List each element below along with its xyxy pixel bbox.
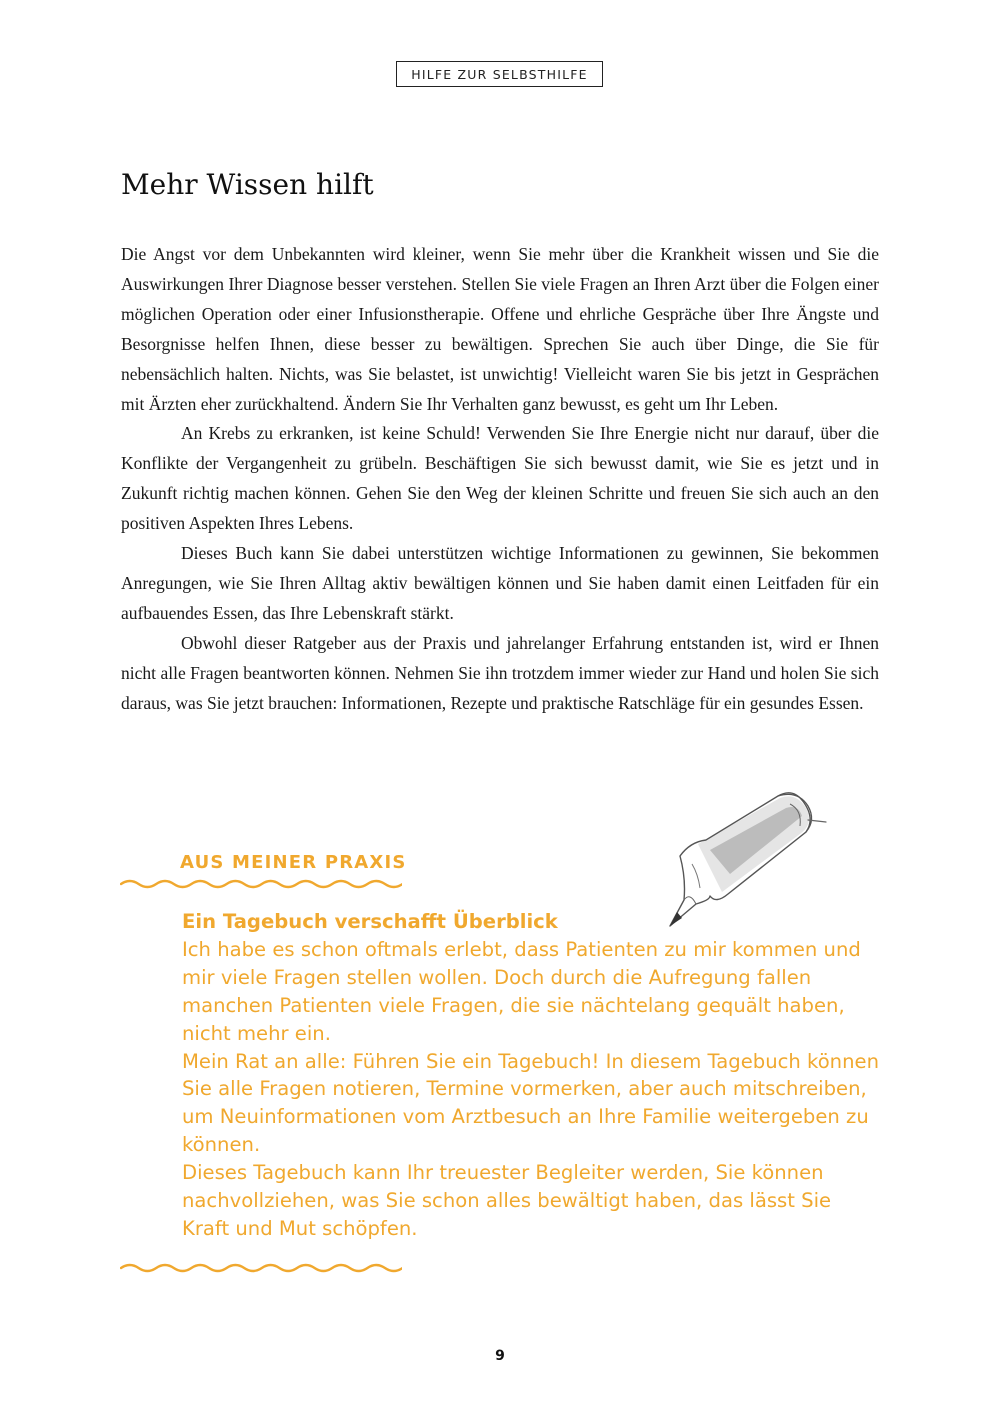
wave-divider-bottom — [120, 1261, 402, 1275]
body-text — [121, 240, 879, 719]
practice-heading: AUS MEINER PRAXIS — [180, 852, 407, 873]
practice-box — [182, 908, 882, 1243]
body-paragraph-2: An Krebs zu erkranken, ist keine Schuld! Verwenden Sie Ihre Energie nicht nur darauf, über die Konflikte der Vergangenheit zu grübeln. Beschäftigen Sie sich bewusst damit, wie Sie es jetzt und in Zukunft richtig machen können. Gehen Sie den Weg der kleinen Schritte und freuen Sie sich auch an den positiven Aspekten Ihres Lebens. — [121, 423, 879, 534]
practice-title: Ein Tagebuch verschafft Überblick — [182, 910, 558, 933]
body-paragraph-3: Dieses Buch kann Sie dabei unterstützen wichtige Informationen zu gewinnen, Sie bekommen Anregungen, wie Sie Ihren Alltag aktiv bewältigen können und Sie haben damit einen Leitfaden für ein aufbauendes Essen, das Ihre Lebenskraft stärkt. — [121, 543, 879, 623]
running-head-label: HILFE ZUR SELBSTHILFE — [411, 66, 588, 82]
body-paragraph-4: Obwohl dieser Ratgeber aus der Praxis und jahrelanger Erfahrung entstanden ist, wird er Ihnen nicht alle Fragen beantworten können. Nehmen Sie ihn trotzdem immer wieder zur Hand und holen Sie sich daraus, was Sie jetzt brauchen: Informationen, Rezepte und praktische Ratschläge für ein gesundes Essen. — [121, 632, 879, 713]
practice-paragraph-3: Dieses Tagebuch kann Ihr treuester Begleiter werden, Sie können nachvollziehen, was Sie schon alles bewältigt haben, das lässt Sie Kraft und Mut schöpfen. — [182, 1161, 832, 1240]
running-head — [396, 61, 603, 87]
practice-paragraph-2: Mein Rat an alle: Führen Sie ein Tagebuch! In diesem Tagebuch können Sie alle Fragen notieren, Termine vormerken, aber auch mitschreiben, um Neuinformationen vom Arztbesuch an Ihre Familie weitergeben zu können. — [182, 1049, 879, 1157]
body-paragraph-1: Die Angst vor dem Unbekannten wird kleiner, wenn Sie mehr über die Krankheit wissen und Sie die Auswirkungen Ihrer Diagnose besser verstehen. Stellen Sie viele Fragen an Ihren Arzt über die Folgen einer möglichen Operation oder einer Infusionstherapie. Offene und ehrliche Gespräche über Ihre Ängste und Besorgnisse helfen Ihnen, diese besser zu bewältigen. Sprechen Sie auch über Dinge, die Sie für nebensächlich halten. Nichts, was Sie belastet, ist unwichtig! Vielleicht waren Sie bis jetzt in Gesprächen mit Ärzten eher zurückhaltend. Ändern Sie Ihr Verhalten ganz bewusst, es geht um Ihr Leben. — [121, 244, 879, 414]
practice-paragraph-1: Ich habe es schon oftmals erlebt, dass Patienten zu mir kommen und mir viele Fragen stellen wollen. Doch durch die Aufregung fallen manchen Patienten viele Fragen, die sie nächtelang gequält haben, nicht mehr ein. — [182, 937, 861, 1045]
page-title: Mehr Wissen hilft — [121, 168, 374, 201]
wave-divider-top — [120, 877, 402, 891]
page-number: 9 — [495, 1348, 505, 1364]
